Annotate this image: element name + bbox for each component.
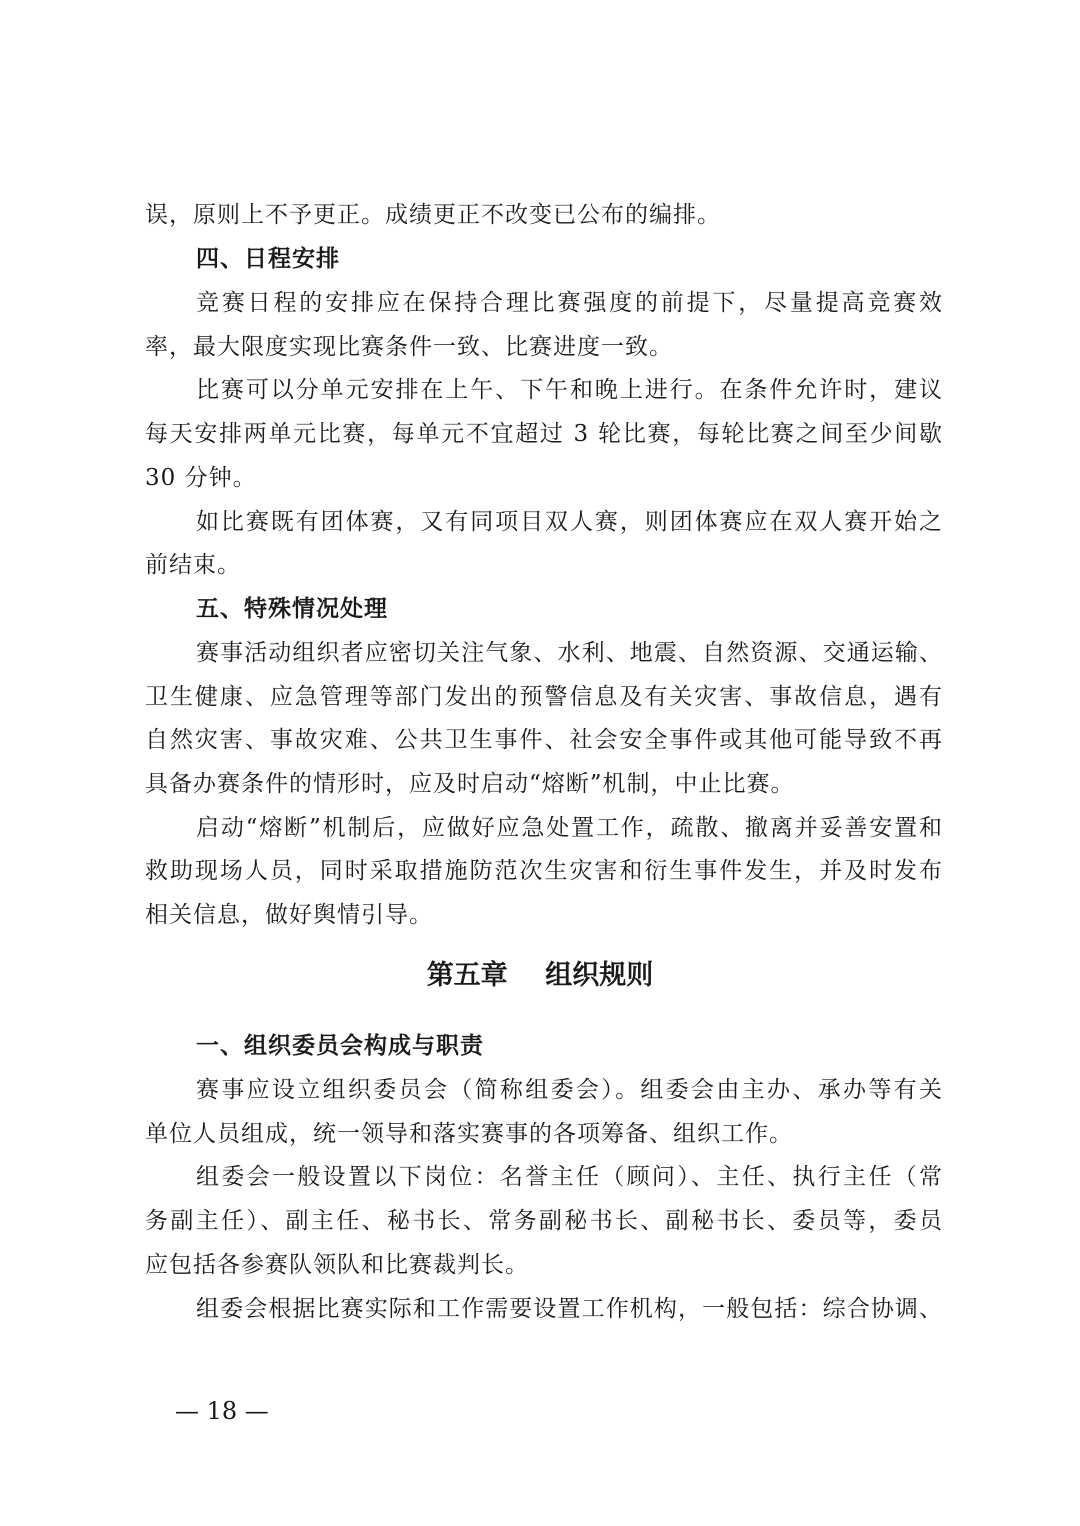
body-line: 卫生健康、应急管理等部门发出的预警信息及有关灾害、事故信息，遇有	[145, 684, 943, 710]
section-heading: 四、日程安排	[196, 246, 340, 272]
paragraph-line: 组委会根据比赛实际和工作需要设置工作机构，一般包括：综合协调、	[196, 1296, 943, 1322]
paragraph-line: 竞赛日程的安排应在保持合理比赛强度的前提下，尽量提高竞赛效	[196, 290, 943, 316]
body-line: 救助现场人员，同时采取措施防范次生灾害和衍生事件发生，并及时发布	[145, 858, 943, 884]
chapter-title: 第五章 组织规则	[426, 960, 654, 991]
paragraph-line: 比赛可以分单元安排在上午、下午和晚上进行。在条件允许时，建议	[196, 377, 943, 403]
body-line: 务副主任）、副主任、秘书长、常务副秘书长、副秘书长、委员等，委员	[145, 1208, 943, 1234]
body-line: 具备办赛条件的情形时，应及时启动“熔断”机制，中止比赛。	[145, 771, 795, 797]
paragraph-line: 赛事活动组织者应密切关注气象、水利、地震、自然资源、交通运输、	[196, 640, 943, 666]
body-line: 应包括各参赛队领队和比赛裁判长。	[145, 1252, 529, 1278]
body-line: 30 分钟。	[145, 465, 257, 491]
page-number: — 18 —	[175, 1397, 269, 1425]
body-line: 率，最大限度实现比赛条件一致、比赛进度一致。	[145, 334, 673, 360]
section-heading: 五、特殊情况处理	[196, 596, 388, 622]
body-line: 相关信息，做好舆情引导。	[145, 902, 433, 928]
body-line: 前结束。	[145, 552, 241, 578]
section-heading: 一、组织委员会构成与职责	[196, 1033, 484, 1059]
body-line: 自然灾害、事故灾难、公共卫生事件、社会安全事件或其他可能导致不再	[145, 727, 943, 753]
paragraph-line: 如比赛既有团体赛，又有同项目双人赛，则团体赛应在双人赛开始之	[196, 509, 943, 535]
paragraph-line: 组委会一般设置以下岗位：名誉主任（顾问）、主任、执行主任（常	[196, 1164, 943, 1190]
body-line: 每天安排两单元比赛，每单元不宜超过 3 轮比赛，每轮比赛之间至少间歇	[145, 421, 943, 447]
body-line: 误，原则上不予更正。成绩更正不改变已公布的编排。	[145, 202, 721, 228]
paragraph-line: 启动“熔断”机制后，应做好应急处置工作，疏散、撤离并妥善安置和	[196, 815, 943, 841]
body-line: 单位人员组成，统一领导和落实赛事的各项筹备、组织工作。	[145, 1121, 793, 1147]
paragraph-line: 赛事应设立组织委员会（简称组委会）。组委会由主办、承办等有关	[196, 1077, 943, 1103]
